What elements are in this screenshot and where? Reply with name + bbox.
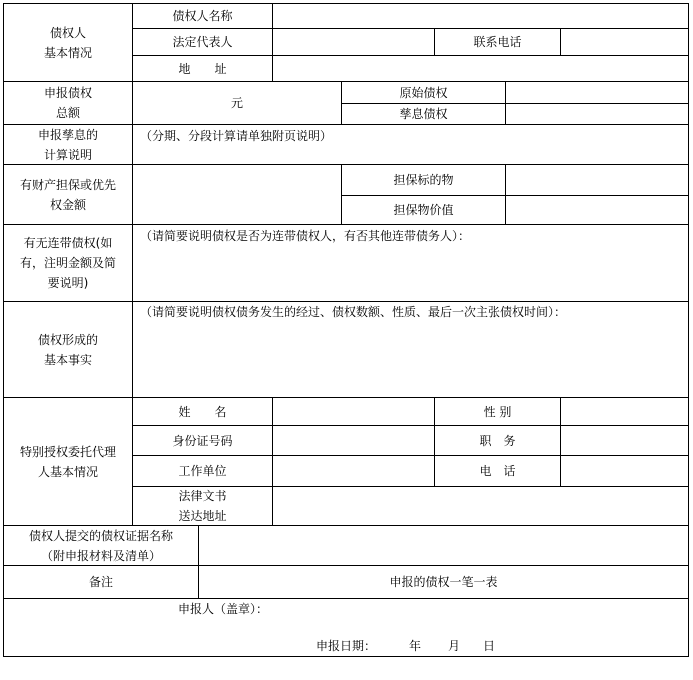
joint-claim-note[interactable]: （请简要说明债权是否为连带债权人，有否其他连带债务人）：: [140, 229, 471, 243]
creditor-name-label: 债权人名称: [172, 9, 233, 23]
agent-gender-field[interactable]: [561, 398, 688, 425]
service-address-field[interactable]: [273, 487, 688, 525]
agent-id-label: 身份证号码: [172, 433, 233, 448]
interest-claim-field[interactable]: [506, 104, 688, 124]
agent-title-label: 职 务: [479, 433, 516, 448]
collateral-label: 担保标的物: [393, 173, 454, 187]
interest-calc-label-line2: 计算说明: [43, 147, 92, 162]
evidence-field[interactable]: [199, 526, 688, 565]
collateral-value-label: 担保物价值: [393, 203, 454, 217]
collateral-field[interactable]: [506, 165, 688, 195]
security-label-line2: 权金额: [49, 197, 86, 212]
agent-name-label: 姓 名: [178, 404, 227, 419]
service-address-label: [133, 487, 272, 525]
creditor-section-label-line1: 债权人: [49, 25, 86, 40]
facts-note[interactable]: （请简要说明债权债务发生的经过、债权数额、性质、最后一次主张债权时间）：: [140, 305, 567, 319]
joint-claim-label-line3: 要说明): [47, 276, 89, 290]
interest-calc-label: [4, 125, 132, 164]
security-label-line1: 有财产担保或优先: [19, 177, 116, 192]
interest-calc-label-line1: 申报孳息的: [37, 127, 98, 142]
interest-claim-label: 孳息债权: [399, 107, 448, 121]
claim-total-label: [4, 82, 132, 124]
agent-section-label-line1: 特别授权委托代理: [19, 444, 116, 459]
interest-calc-note[interactable]: （分期、分段计算请单独附页说明）: [140, 129, 333, 143]
principal-claim-field[interactable]: [506, 82, 688, 103]
agent-name-field[interactable]: [273, 398, 434, 425]
contact-phone-field[interactable]: [561, 29, 688, 55]
agent-phone-field[interactable]: [561, 456, 688, 486]
creditor-name-field[interactable]: [273, 4, 688, 28]
claim-total-label-line2: 总额: [55, 106, 80, 120]
security-label: [4, 165, 132, 224]
claim-total-unit: 元: [230, 96, 243, 110]
agent-title-field[interactable]: [561, 426, 688, 455]
evidence-label-line2: （附申报材料及清单）: [40, 548, 161, 563]
facts-label-line1: 债权形成的: [37, 332, 98, 347]
remarks-text: 申报的债权一笔一表: [389, 575, 498, 589]
joint-claim-label: [4, 225, 132, 301]
creditor-address-field[interactable]: [273, 56, 688, 81]
security-amount-field[interactable]: [133, 165, 341, 224]
legal-representative-label: 法定代表人: [172, 35, 233, 49]
evidence-label: [4, 526, 198, 565]
evidence-label-line1: 债权人提交的债权证据名称: [28, 528, 173, 543]
declaration-day: 日: [483, 639, 496, 653]
declaration-month: 月: [448, 639, 461, 653]
agent-id-field[interactable]: [273, 426, 434, 455]
declarant-label: 申报人（盖章）：: [178, 602, 269, 616]
agent-section-label: [4, 398, 132, 525]
agent-section-label-line2: 人基本情况: [37, 464, 98, 479]
joint-claim-label-line1: 有无连带债权(如: [23, 236, 113, 250]
contact-phone-label: 联系电话: [473, 35, 522, 49]
principal-claim-label: 原始债权: [399, 85, 448, 100]
declaration-year: 年: [409, 639, 422, 653]
service-address-label-line1: 法律文书: [178, 489, 227, 503]
claim-total-label-line1: 申报债权: [43, 86, 92, 100]
creditor-address-label: 地 址: [178, 61, 227, 76]
creditor-section-label-line2: 基本情况: [43, 45, 92, 60]
creditor-section-label: [4, 4, 132, 81]
joint-claim-label-line2: 有，注明金额及简: [19, 256, 116, 270]
remarks-label: 备注: [88, 575, 113, 589]
agent-work-label: 工作单位: [178, 464, 227, 478]
legal-representative-field[interactable]: [273, 29, 434, 55]
collateral-value-field[interactable]: [506, 196, 688, 224]
agent-gender-label: 性 别: [483, 404, 512, 419]
agent-phone-label: 电 话: [479, 464, 516, 478]
declaration-date-label: 申报日期：: [316, 639, 377, 653]
facts-label-line2: 基本事实: [43, 352, 92, 367]
service-address-label-line2: 送达地址: [178, 509, 227, 523]
facts-label: [4, 302, 132, 397]
agent-work-field[interactable]: [273, 456, 434, 486]
